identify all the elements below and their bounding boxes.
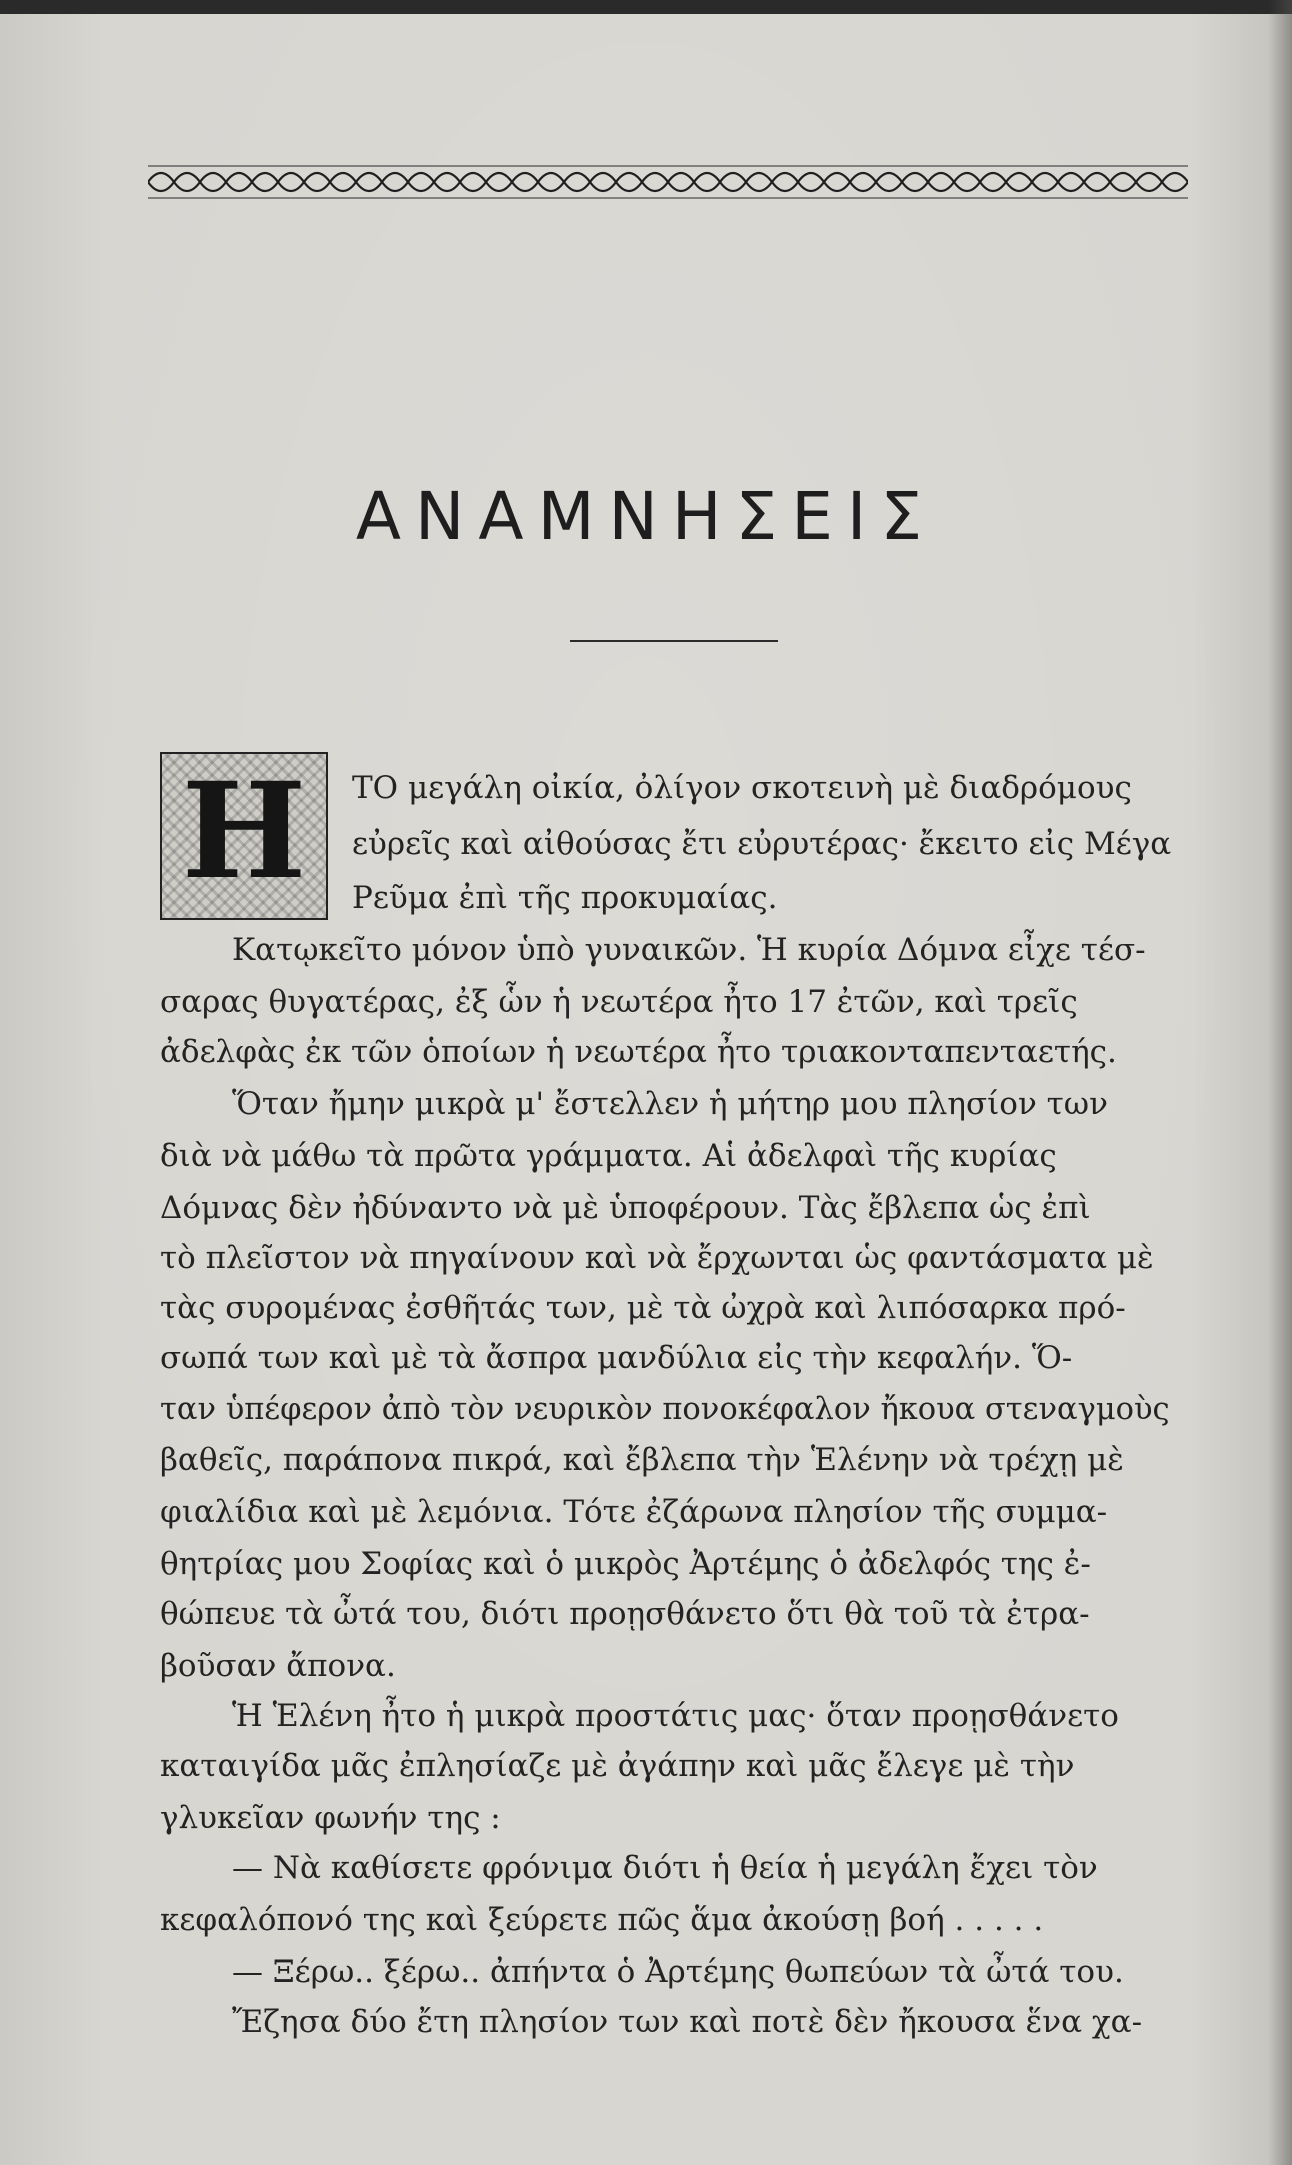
drop-cap-initial: [160, 752, 328, 920]
text-line: Ρεῦμα ἐπὶ τῆς προκυμαίας.: [352, 880, 778, 916]
text-line: φιαλίδια καὶ μὲ λεμόνια. Τότε ἐζάρωνα πλησίον τῆς συμμα-: [160, 1494, 1108, 1530]
text-line: βοῦσαν ἄπονα.: [160, 1648, 396, 1684]
text-line: κεφαλόπονό της καὶ ξεύρετε πῶς ἅμα ἀκούσῃ βοή . . . . .: [160, 1902, 1044, 1938]
text-line: Ἔζησα δύο ἔτη πλησίον των καὶ ποτὲ δὲν ἤκουσα ἕνα χα-: [232, 2004, 1143, 2040]
text-line: θώπευε τὰ ὦτά του, διότι προῃσθάνετο ὅτι θὰ τοῦ τὰ ἐτρα-: [160, 1596, 1090, 1632]
text-line: — Νὰ καθίσετε φρόνιμα διότι ἡ θεία ἡ μεγάλη ἔχει τὸν: [232, 1850, 1098, 1886]
text-line: διὰ νὰ μάθω τὰ πρῶτα γράμματα. Αἱ ἀδελφαὶ τῆς κυρίας: [160, 1138, 1057, 1174]
drop-cap-letter: Η: [181, 754, 307, 909]
text-line: ἀδελφὰς ἐκ τῶν ὁποίων ἡ νεωτέρα ἦτο τριακονταπενταετής.: [160, 1034, 1117, 1070]
scan-right-edge-shadow: [1268, 0, 1292, 2165]
scan-top-border: [0, 0, 1292, 14]
text-line: σαρας θυγατέρας, ἐξ ὧν ἡ νεωτέρα ἦτο 17 ἐτῶν, καὶ τρεῖς: [160, 984, 1078, 1020]
text-line: Κατῳκεῖτο μόνον ὑπὸ γυναικῶν. Ἡ κυρία Δόμνα εἶχε τέσ-: [232, 932, 1146, 968]
title-rule: [570, 640, 778, 642]
text-line: τὸ πλεῖστον νὰ πηγαίνουν καὶ νὰ ἔρχωνται ὡς φαντάσματα μὲ: [160, 1240, 1154, 1276]
text-line: βαθεῖς, παράπονα πικρά, καὶ ἔβλεπα τὴν Ἑλένην νὰ τρέχῃ μὲ: [160, 1442, 1124, 1478]
text-line: ΤΟ μεγάλη οἰκία, ὀλίγον σκοτεινὴ μὲ διαδρόμους: [352, 770, 1132, 806]
text-line: θητρίας μου Σοφίας καὶ ὁ μικρὸς Ἀρτέμης ὁ ἀδελφός της ἐ-: [160, 1546, 1091, 1582]
text-line: ταν ὑπέφερον ἀπὸ τὸν νευρικὸν πονοκέφαλον ἤκουα στεναγμοὺς: [160, 1392, 1170, 1427]
text-line: Ἡ Ἑλένη ἦτο ἡ μικρὰ προστάτις μας· ὅταν προῃσθάνετο: [232, 1698, 1119, 1734]
decorative-ornament-border: [148, 158, 1188, 206]
text-line: γλυκεῖαν φωνήν της :: [160, 1800, 501, 1836]
text-line: Ὅταν ἤμην μικρὰ μ' ἔστελλεν ἡ μήτηρ μου πλησίον των: [232, 1086, 1108, 1122]
text-line: εὐρεῖς καὶ αἰθούσας ἔτι εὐρυτέρας· ἔκειτο εἰς Μέγα: [352, 826, 1172, 862]
text-line: καταιγίδα μᾶς ἐπλησίαζε μὲ ἀγάπην καὶ μᾶς ἔλεγε μὲ τὴν: [160, 1748, 1075, 1784]
text-line: τὰς συρομένας ἐσθῆτάς των, μὲ τὰ ὠχρὰ καὶ λιπόσαρκα πρό-: [160, 1290, 1126, 1326]
text-line: σωπά των καὶ μὲ τὰ ἄσπρα μανδύλια εἰς τὴν κεφαλήν. Ὅ-: [160, 1340, 1073, 1376]
chapter-title: ΑΝΑΜΝΗΣΕΙΣ: [355, 478, 937, 555]
text-line: Δόμνας δὲν ἠδύναντο νὰ μὲ ὑποφέρουν. Τὰς ἔβλεπα ὡς ἐπὶ: [160, 1190, 1091, 1226]
text-line: — Ξέρω.. ξέρω.. ἀπήντα ὁ Ἀρτέμης θωπεύων τὰ ὦτά του.: [232, 1954, 1124, 1990]
